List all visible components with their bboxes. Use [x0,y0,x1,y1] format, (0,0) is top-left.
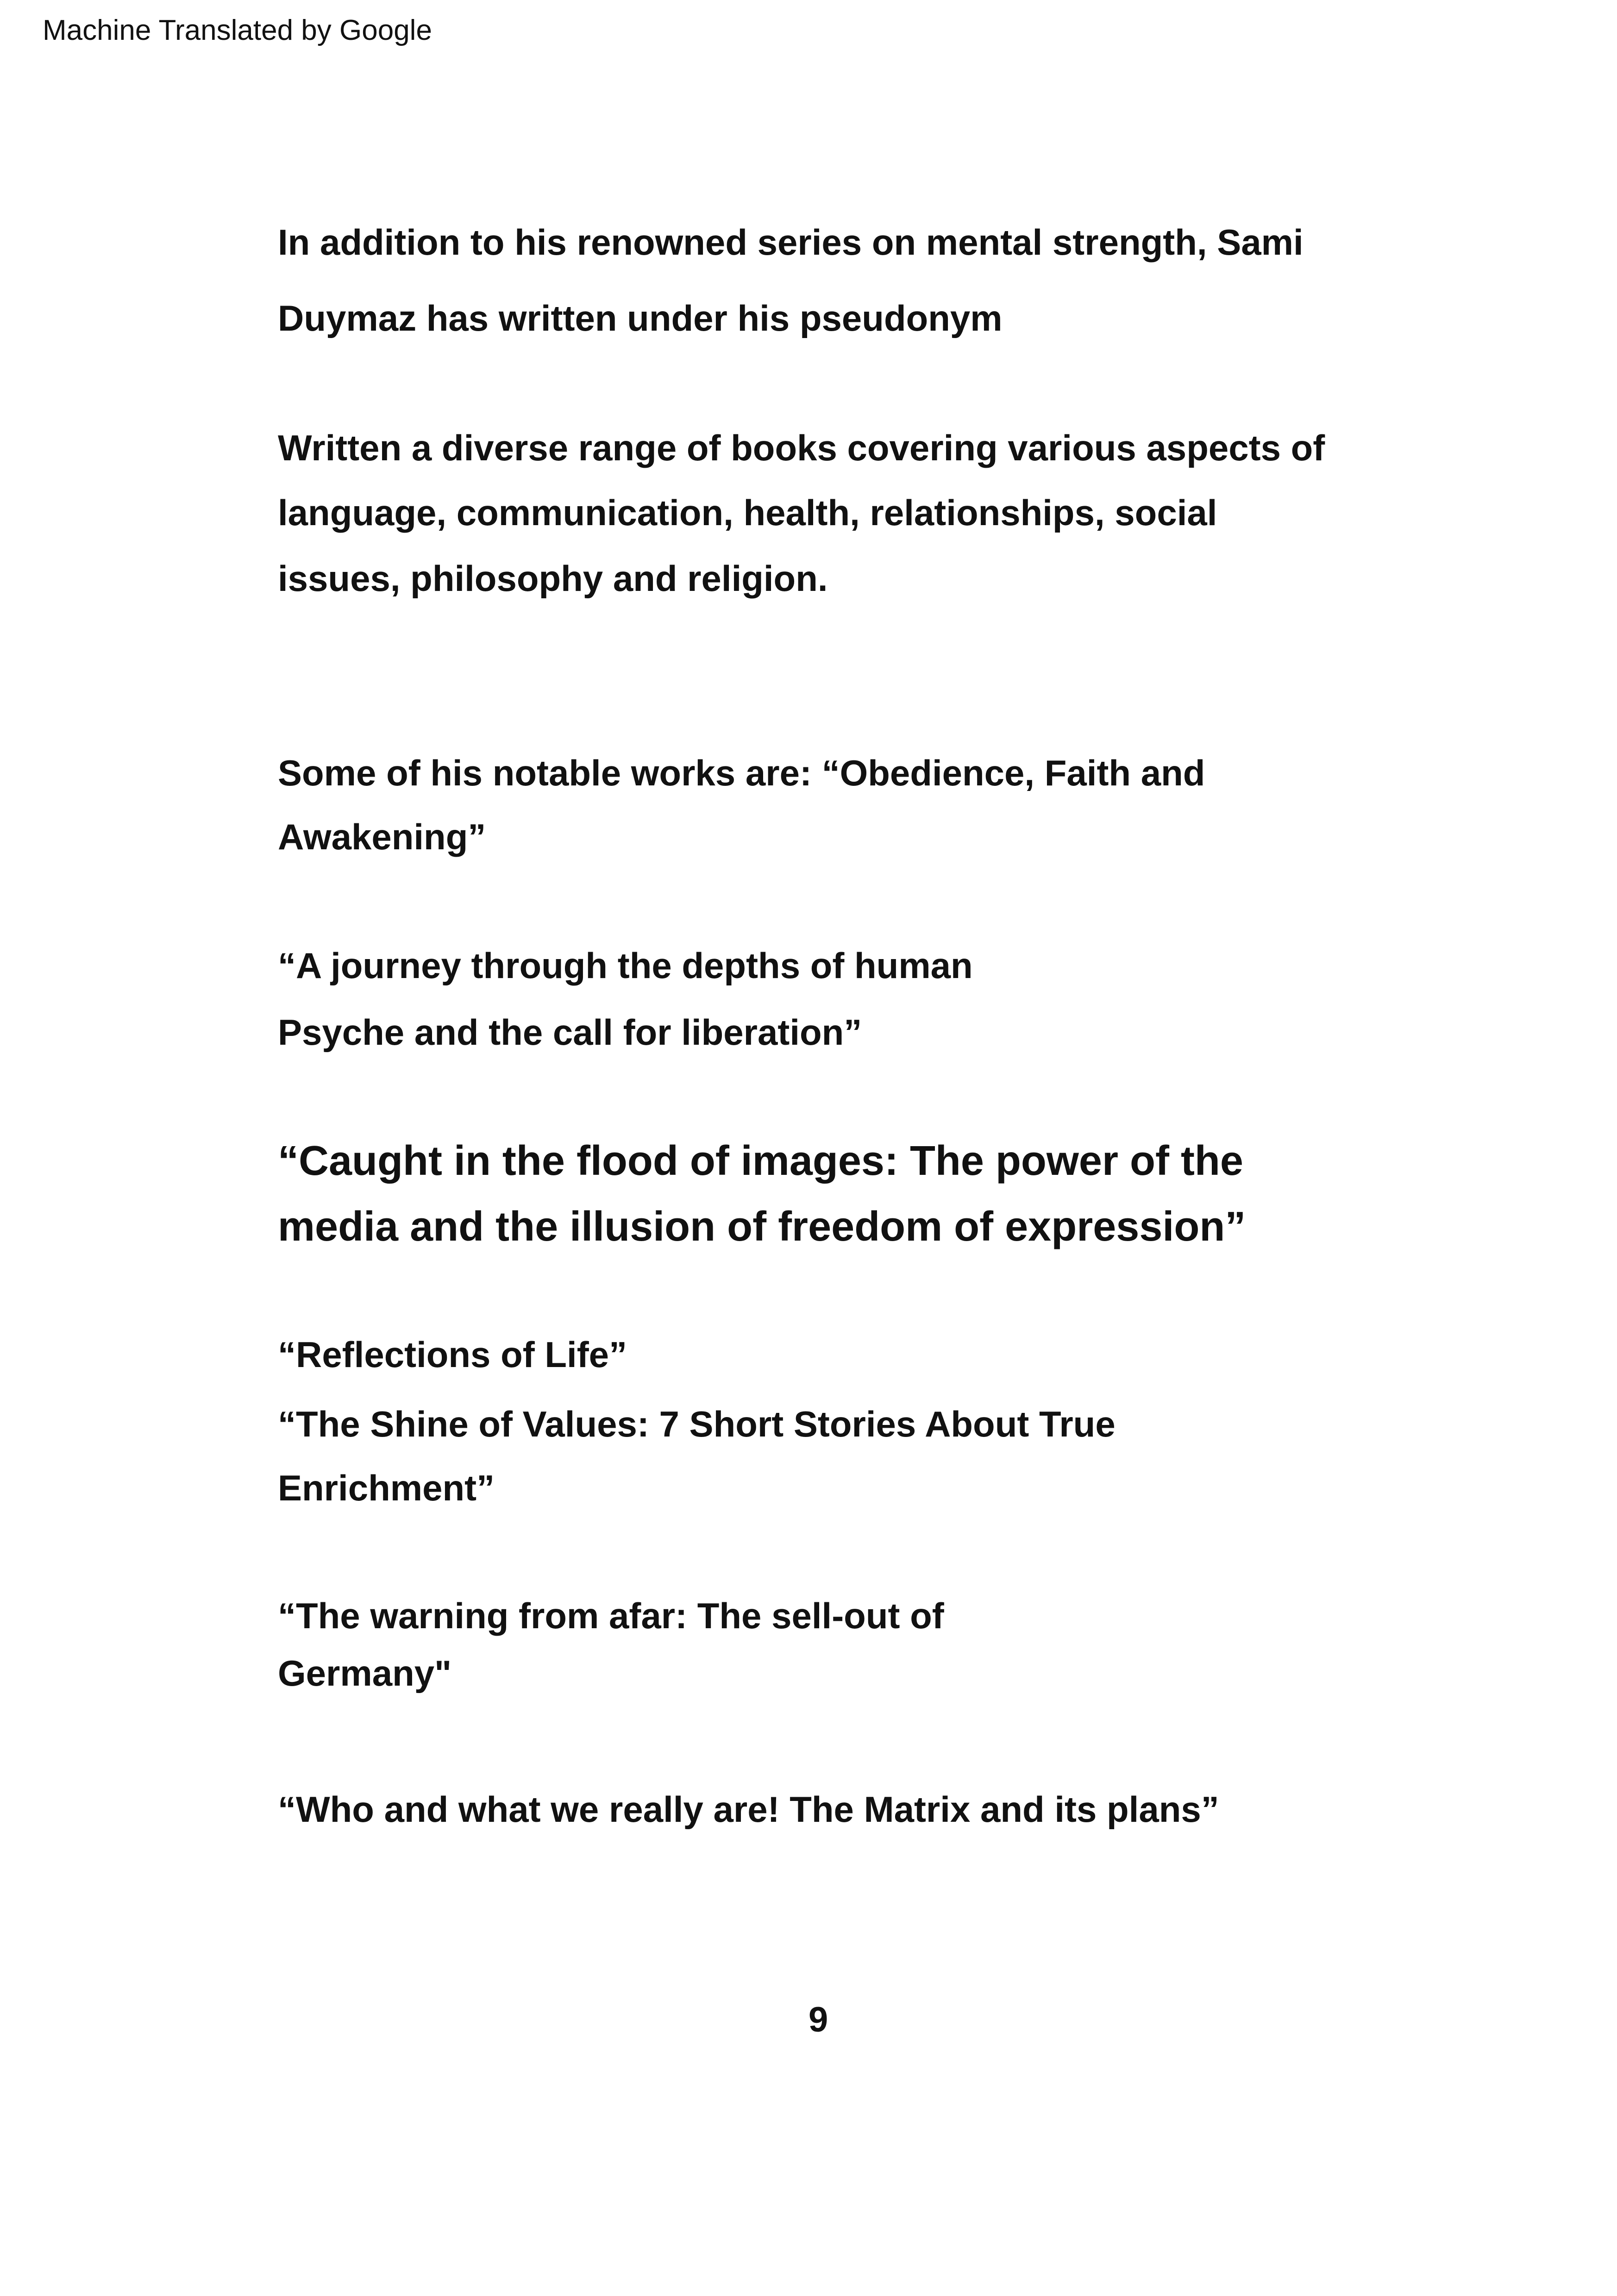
description-line-2: language, communication, health, relationships, social [278,492,1217,533]
work-matrix: “Who and what we really are! The Matrix and its plans” [278,1789,1219,1830]
page-number: 9 [808,2000,828,2039]
work-shine-line-2: Enrichment” [278,1468,495,1508]
work-flood-line-2: media and the illusion of freedom of expression” [278,1204,1246,1250]
intro-line-2: Duymaz has written under his pseudonym [278,298,1003,339]
description-line-3: issues, philosophy and religion. [278,558,828,599]
work-reflections: “Reflections of Life” [278,1334,627,1375]
intro-line-1: In addition to his renowned series on mental strength, Sami [278,222,1304,263]
work-warning-line-1: “The warning from afar: The sell-out of [278,1595,944,1636]
description-line-1: Written a diverse range of books covering various aspects of [278,427,1325,468]
work-shine-line-1: “The Shine of Values: 7 Short Stories About True [278,1404,1116,1444]
translation-banner: Machine Translated by Google [43,14,432,46]
work-journey-line-2: Psyche and the call for liberation” [278,1012,862,1053]
work-flood-line-1: “Caught in the flood of images: The power of the [278,1138,1243,1184]
works-intro-line-1: Some of his notable works are: “Obedience, Faith and [278,753,1205,793]
works-intro-line-2: Awakening” [278,816,486,857]
work-journey-line-1: “A journey through the depths of human [278,945,973,986]
work-warning-line-2: Germany" [278,1653,452,1694]
